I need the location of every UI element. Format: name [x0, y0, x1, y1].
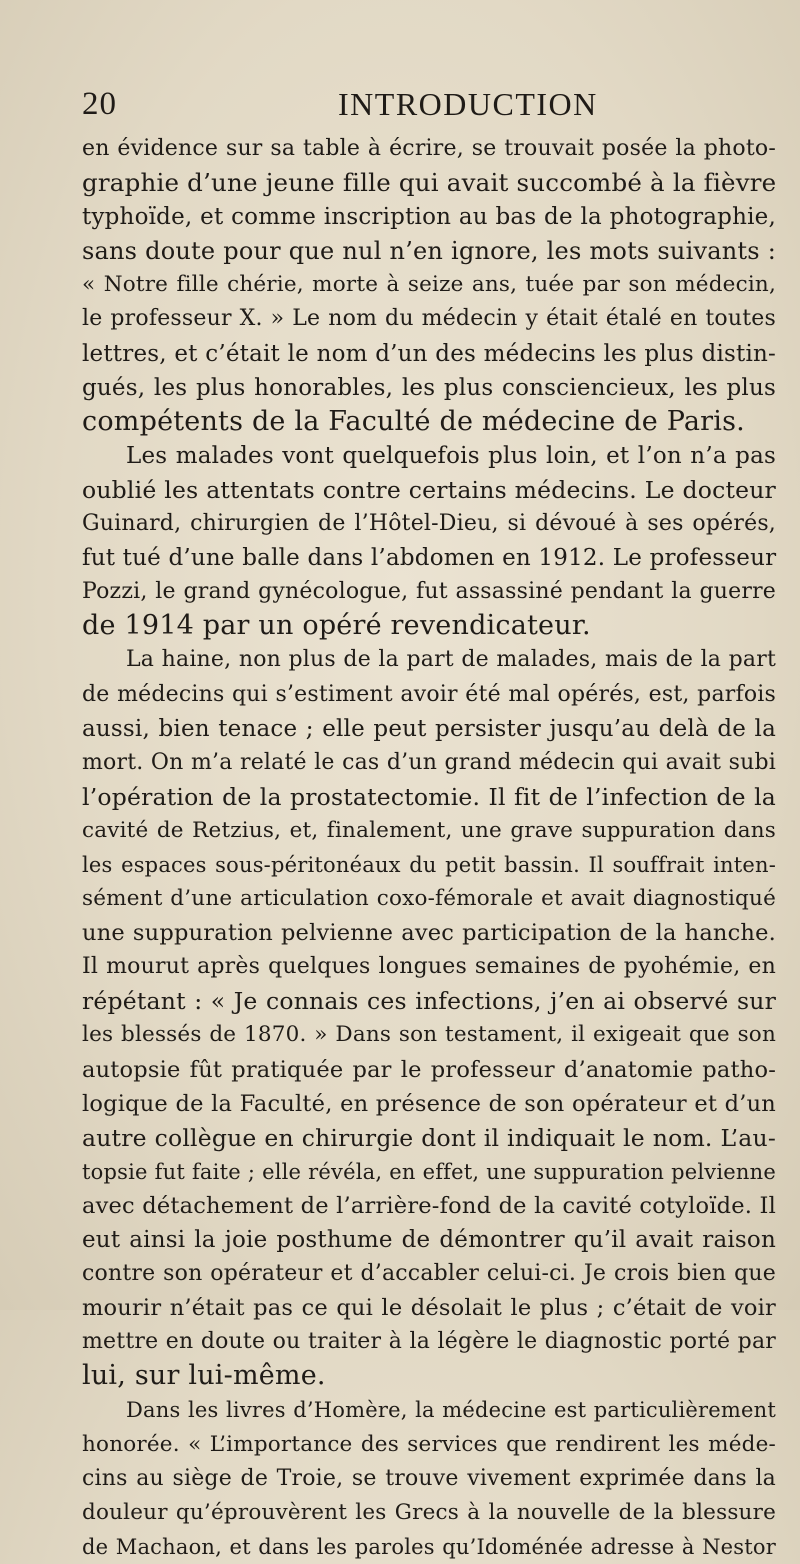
- text-line: graphie d’une jeune fille qui avait succombé à la fièvre: [82, 168, 777, 198]
- text-line: oublié les attentats contre certains médecins. Le docteur: [82, 475, 776, 504]
- running-header: [82, 86, 772, 126]
- body-text: [82, 132, 776, 1564]
- text-line: Pozzi, le grand gynécologue, fut assassiné pendant la guerre: [82, 579, 776, 605]
- text-line: contre son opérateur et d’accabler celui-ci. Je crois bien que: [82, 1261, 776, 1287]
- text-line: douleur qu’éprouvèrent les Grecs à la nouvelle de la blessure: [82, 1499, 776, 1525]
- text-line: sément d’une articulation coxo-fémorale et avait diagnostiqué: [82, 886, 776, 912]
- text-line: compétents de la Faculté de médecine de Paris.: [82, 405, 745, 437]
- text-line: autre collègue en chirurgie dont il indiquait le nom. L’au-: [82, 1123, 776, 1152]
- running-title: INTRODUCTION: [338, 86, 598, 122]
- text-line: La haine, non plus de la part de malades, mais de la part: [126, 647, 776, 673]
- text-line: typhoïde, et comme inscription au bas de la photographie,: [82, 204, 776, 231]
- text-line: Dans les livres d’Homère, la médecine est particulièrement: [126, 1398, 776, 1423]
- text-line: avec détachement de l’arrière-fond de la cavité cotyloïde. Il: [82, 1192, 776, 1219]
- text-line: Les malades vont quelquefois plus loin, et l’on n’a pas: [126, 442, 776, 469]
- text-line: mourir n’était pas ce qui le désolait le plus ; c’était de voir: [82, 1295, 776, 1322]
- text-line: aussi, bien tenace ; elle peut persister jusqu’au delà de la: [82, 715, 776, 742]
- text-line: gués, les plus honorables, les plus consciencieux, les plus: [82, 374, 776, 401]
- text-line: honorée. « L’importance des services que rendirent les méde-: [82, 1431, 776, 1457]
- text-line: de médecins qui s’estiment avoir été mal opérés, est, parfois: [82, 681, 776, 707]
- text-line: de 1914 par un opéré revendicateur.: [82, 610, 591, 642]
- text-line: Guinard, chirurgien de l’Hôtel-Dieu, si dévoué à ses opérés,: [82, 511, 776, 537]
- text-line: les blessés de 1870. » Dans son testament, il exigeait que son: [82, 1022, 776, 1048]
- text-line: « Notre fille chérie, morte à seize ans, tuée par son médecin,: [82, 272, 776, 298]
- text-line: logique de la Faculté, en présence de son opérateur et d’un: [82, 1090, 776, 1117]
- text-line: lui, sur lui-même.: [82, 1360, 326, 1392]
- text-line: lettres, et c’était le nom d’un des médecins les plus distin-: [82, 340, 776, 367]
- text-line: eut ainsi la joie posthume de démontrer qu’il avait raison: [82, 1227, 776, 1253]
- text-line: fut tué d’une balle dans l’abdomen en 1912. Le professeur: [82, 545, 777, 572]
- text-line: l’opération de la prostatectomie. Il fit de l’infection de la: [82, 782, 776, 811]
- text-line: sans doute pour que nul n’en ignore, les mots suivants :: [82, 237, 776, 266]
- text-line: mort. On m’a relaté le cas d’un grand médecin qui avait subi: [82, 749, 776, 775]
- text-line: le professeur X. » Le nom du médecin y était étalé en toutes: [82, 306, 776, 332]
- text-line: autopsie fût pratiquée par le professeur d’anatomie patho-: [82, 1056, 776, 1083]
- text-line: topsie fut faite ; elle révéla, en effet, une suppuration pelvienne: [82, 1159, 776, 1184]
- text-line: en évidence sur sa table à écrire, se trouvait posée la photo-: [82, 136, 776, 161]
- text-line: une suppuration pelvienne avec participation de la hanche.: [82, 920, 776, 947]
- text-line: Il mourut après quelques longues semaines de pyohémie, en: [82, 954, 776, 980]
- text-line: les espaces sous-péritonéaux du petit bassin. Il souffrait inten-: [82, 852, 776, 877]
- text-line: cins au siège de Troie, se trouve vivement exprimée dans la: [82, 1465, 776, 1491]
- text-line: de Machaon, et dans les paroles qu’Idoménée adresse à Nestor: [82, 1534, 776, 1559]
- text-line: mettre en doute ou traiter à la légère le diagnostic porté par: [82, 1329, 776, 1355]
- text-line: cavité de Retzius, et, finalement, une grave suppuration dans: [82, 817, 776, 843]
- text-line: répétant : « Je connais ces infections, j’en ai observé sur: [82, 987, 776, 1016]
- page-number: 20: [82, 86, 117, 122]
